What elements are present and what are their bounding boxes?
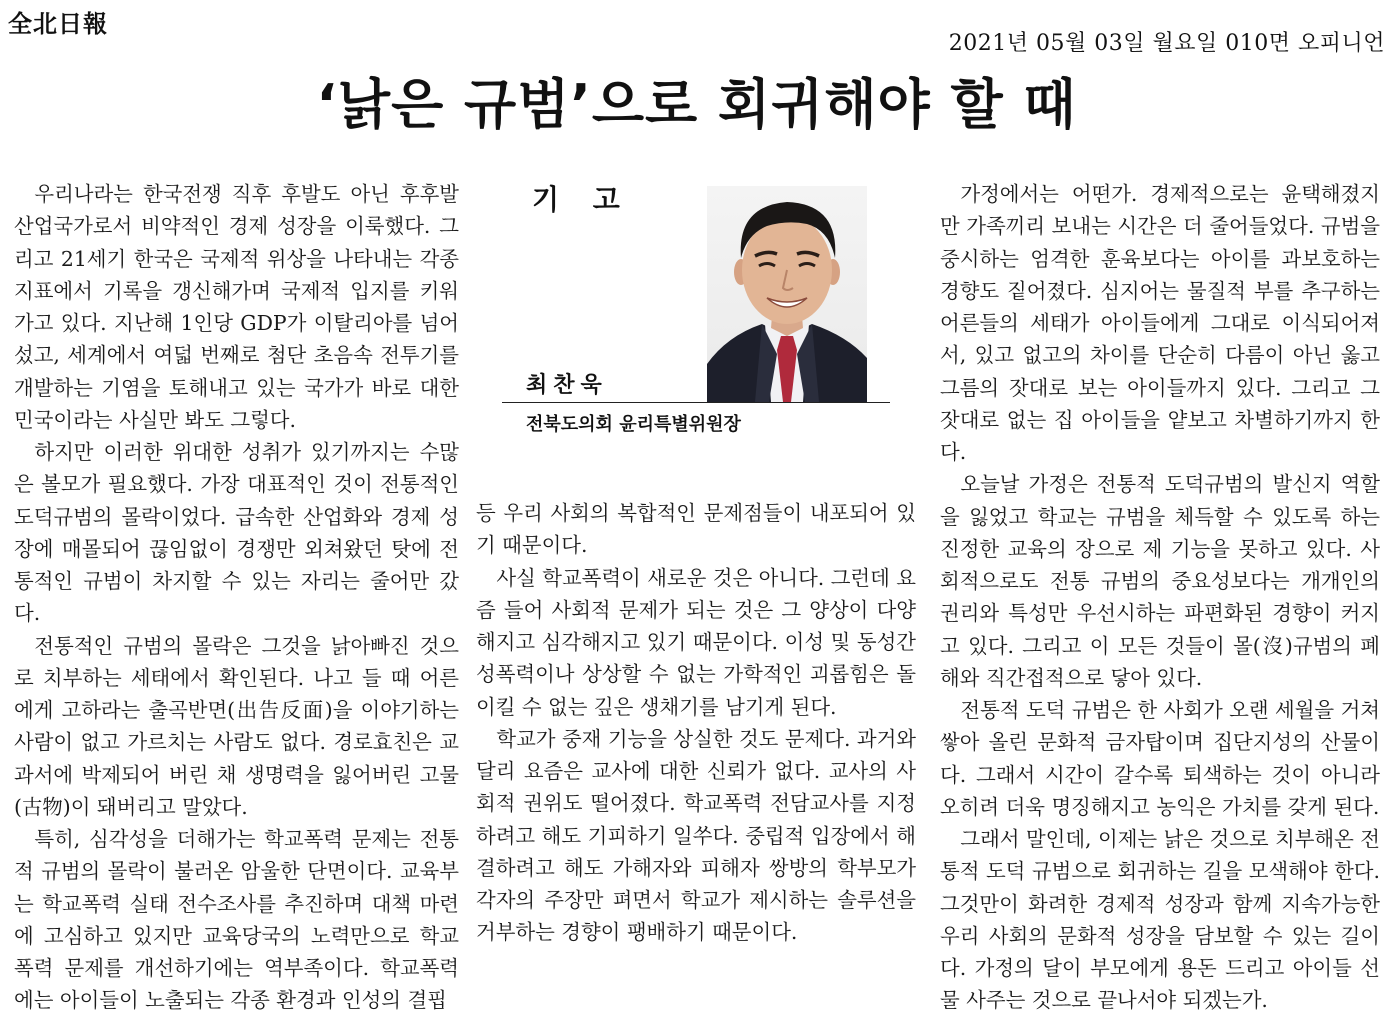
article-column-2 xyxy=(476,497,916,949)
author-name: 최찬욱 xyxy=(526,373,608,398)
newspaper-logo: 全北日報 xyxy=(8,10,108,38)
section-label: 기 고 xyxy=(532,183,632,216)
author-title: 전북도의회 윤리특별위원장 xyxy=(526,414,741,435)
article-column-1 xyxy=(14,178,459,1017)
portrait-illustration xyxy=(707,186,867,402)
dateline: 2021년 05월 03일 월요일 010면 오피니언 xyxy=(948,31,1385,56)
paragraph: 그래서 말인데, 이제는 낡은 것으로 치부해온 전통적 도덕 규범으로 회귀하는 길을 모색해야 한다. 그것만이 화려한 경제적 성장과 함께 지속가능한 우리 사회의 문화적 성장을 담보할 수 있는 길이다. 가정의 달이 부모에게 용돈 드리고 아이들 선물 사주는 것으로 끝나서야 되겠는가. xyxy=(940,827,1381,1013)
paragraph: 전통적 도덕 규범은 한 사회가 오랜 세월을 거쳐 쌓아 올린 문화적 금자탑이며 집단지성의 산물이다. 그래서 시간이 갈수록 퇴색하는 것이 아니라 오히려 더욱 명징해지고 농익은 가치를 갖게 된다. xyxy=(940,698,1381,819)
article-column-3 xyxy=(940,178,1380,1017)
paragraph: 가정에서는 어떤가. 경제적으로는 윤택해졌지만 가족끼리 보내는 시간은 더 줄어들었다. 규범을 중시하는 엄격한 훈육보다는 아이를 과보호하는 경향도 짙어졌다. 심지어는 물질적 부를 추구하는 어른들의 세태가 아이들에게 그대로 이식되어져서, 있고 없고의 차이를 단순히 다름이 아닌 옳고 그름의 잣대로 보는 아이들까지 있다. 그리고 그 잣대로 없는 집 아이들을 얕보고 차별하기까지 한다. xyxy=(940,182,1380,464)
paragraph: 학교가 중재 기능을 상실한 것도 문제다. 과거와 달리 요즘은 교사에 대한 신뢰가 없다. 교사의 사회적 권위도 떨어졌다. 학교폭력 전담교사를 지정하려고 해도 기피하기 일쑤다. 중립적 입장에서 해결하려고 해도 가해자와 피해자 쌍방의 학부모가 각자의 주장만 펴면서 학교가 제시하는 솔루션을 거부하는 경향이 팽배하기 때문이다. xyxy=(476,726,917,945)
paragraph: 하지만 이러한 위대한 성취가 있기까지는 수많은 볼모가 필요했다. 가장 대표적인 것이 전통적인 도덕규범의 몰락이었다. 급속한 산업화와 경제 성장에 매몰되어 끊임없이 경쟁만 외쳐왔던 탓에 전통적인 규범이 차지할 수 있는 자리는 줄어만 갔다. xyxy=(14,440,459,626)
author-divider xyxy=(502,402,890,403)
paragraph: 등 우리 사회의 복합적인 문제점들이 내포되어 있기 때문이다. xyxy=(476,501,916,558)
author-photo xyxy=(707,186,867,402)
paragraph: 전통적인 규범의 몰락은 그것을 낡아빠진 것으로 치부하는 세태에서 확인된다. 나고 들 때 어른에게 고하라는 출곡반면(出告反面)을 이야기하는 사람이 없고 가르치는 사람도 없다. 경로효친은 교과서에 박제되어 버린 채 생명력을 잃어버린 고물(古物)이 돼버리고 말았다. xyxy=(14,633,459,819)
paragraph: 특히, 심각성을 더해가는 학교폭력 문제는 전통적 규범의 몰락이 불러온 암울한 단면이다. 교육부는 학교폭력 실태 전수조사를 추진하며 대책 마련에 고심하고 있지만 교육당국의 노력만으로 학교폭력 문제를 개선하기에는 역부족이다. 학교폭력에는 아이들이 노출되는 각종 환경과 인성의 결핍 xyxy=(14,827,459,1013)
headline: ‘낡은 규범’으로 회귀해야 할 때 xyxy=(316,73,1077,136)
paragraph: 오늘날 가정은 전통적 도덕규범의 발신지 역할을 잃었고 학교는 규범을 체득할 수 있도록 하는 진정한 교육의 장으로 제 기능을 못하고 있다. 사회적으로도 전통 규범의 중요성보다는 개개인의 권리와 특성만 우선시하는 파편화된 경향이 커지고 있다. 그리고 이 모든 것들이 몰(沒)규범의 폐해와 직간접적으로 닿아 있다. xyxy=(940,472,1380,690)
paragraph: 우리나라는 한국전쟁 직후 후발도 아닌 후후발 산업국가로서 비약적인 경제 성장을 이룩했다. 그리고 21세기 한국은 국제적 위상을 나타내는 각종 지표에서 기록을 갱신해가며 국제적 입지를 키워가고 있다. 지난해 1인당 GDP가 이탈리아를 넘어섰고, 세계에서 여덟 번째로 첨단 초음속 전투기를 개발하는 기염을 토해내고 있는 국가가 바로 대한민국이라는 사실만 봐도 그렇다. xyxy=(14,182,459,432)
paragraph: 사실 학교폭력이 새로운 것은 아니다. 그런데 요즘 들어 사회적 문제가 되는 것은 그 양상이 다양해지고 심각해지고 있기 때문이다. 이성 및 동성간 성폭력이나 상상할 수 없는 가학적인 괴롭힘은 돌이킬 수 없는 깊은 생채기를 남기게 된다. xyxy=(476,565,917,719)
